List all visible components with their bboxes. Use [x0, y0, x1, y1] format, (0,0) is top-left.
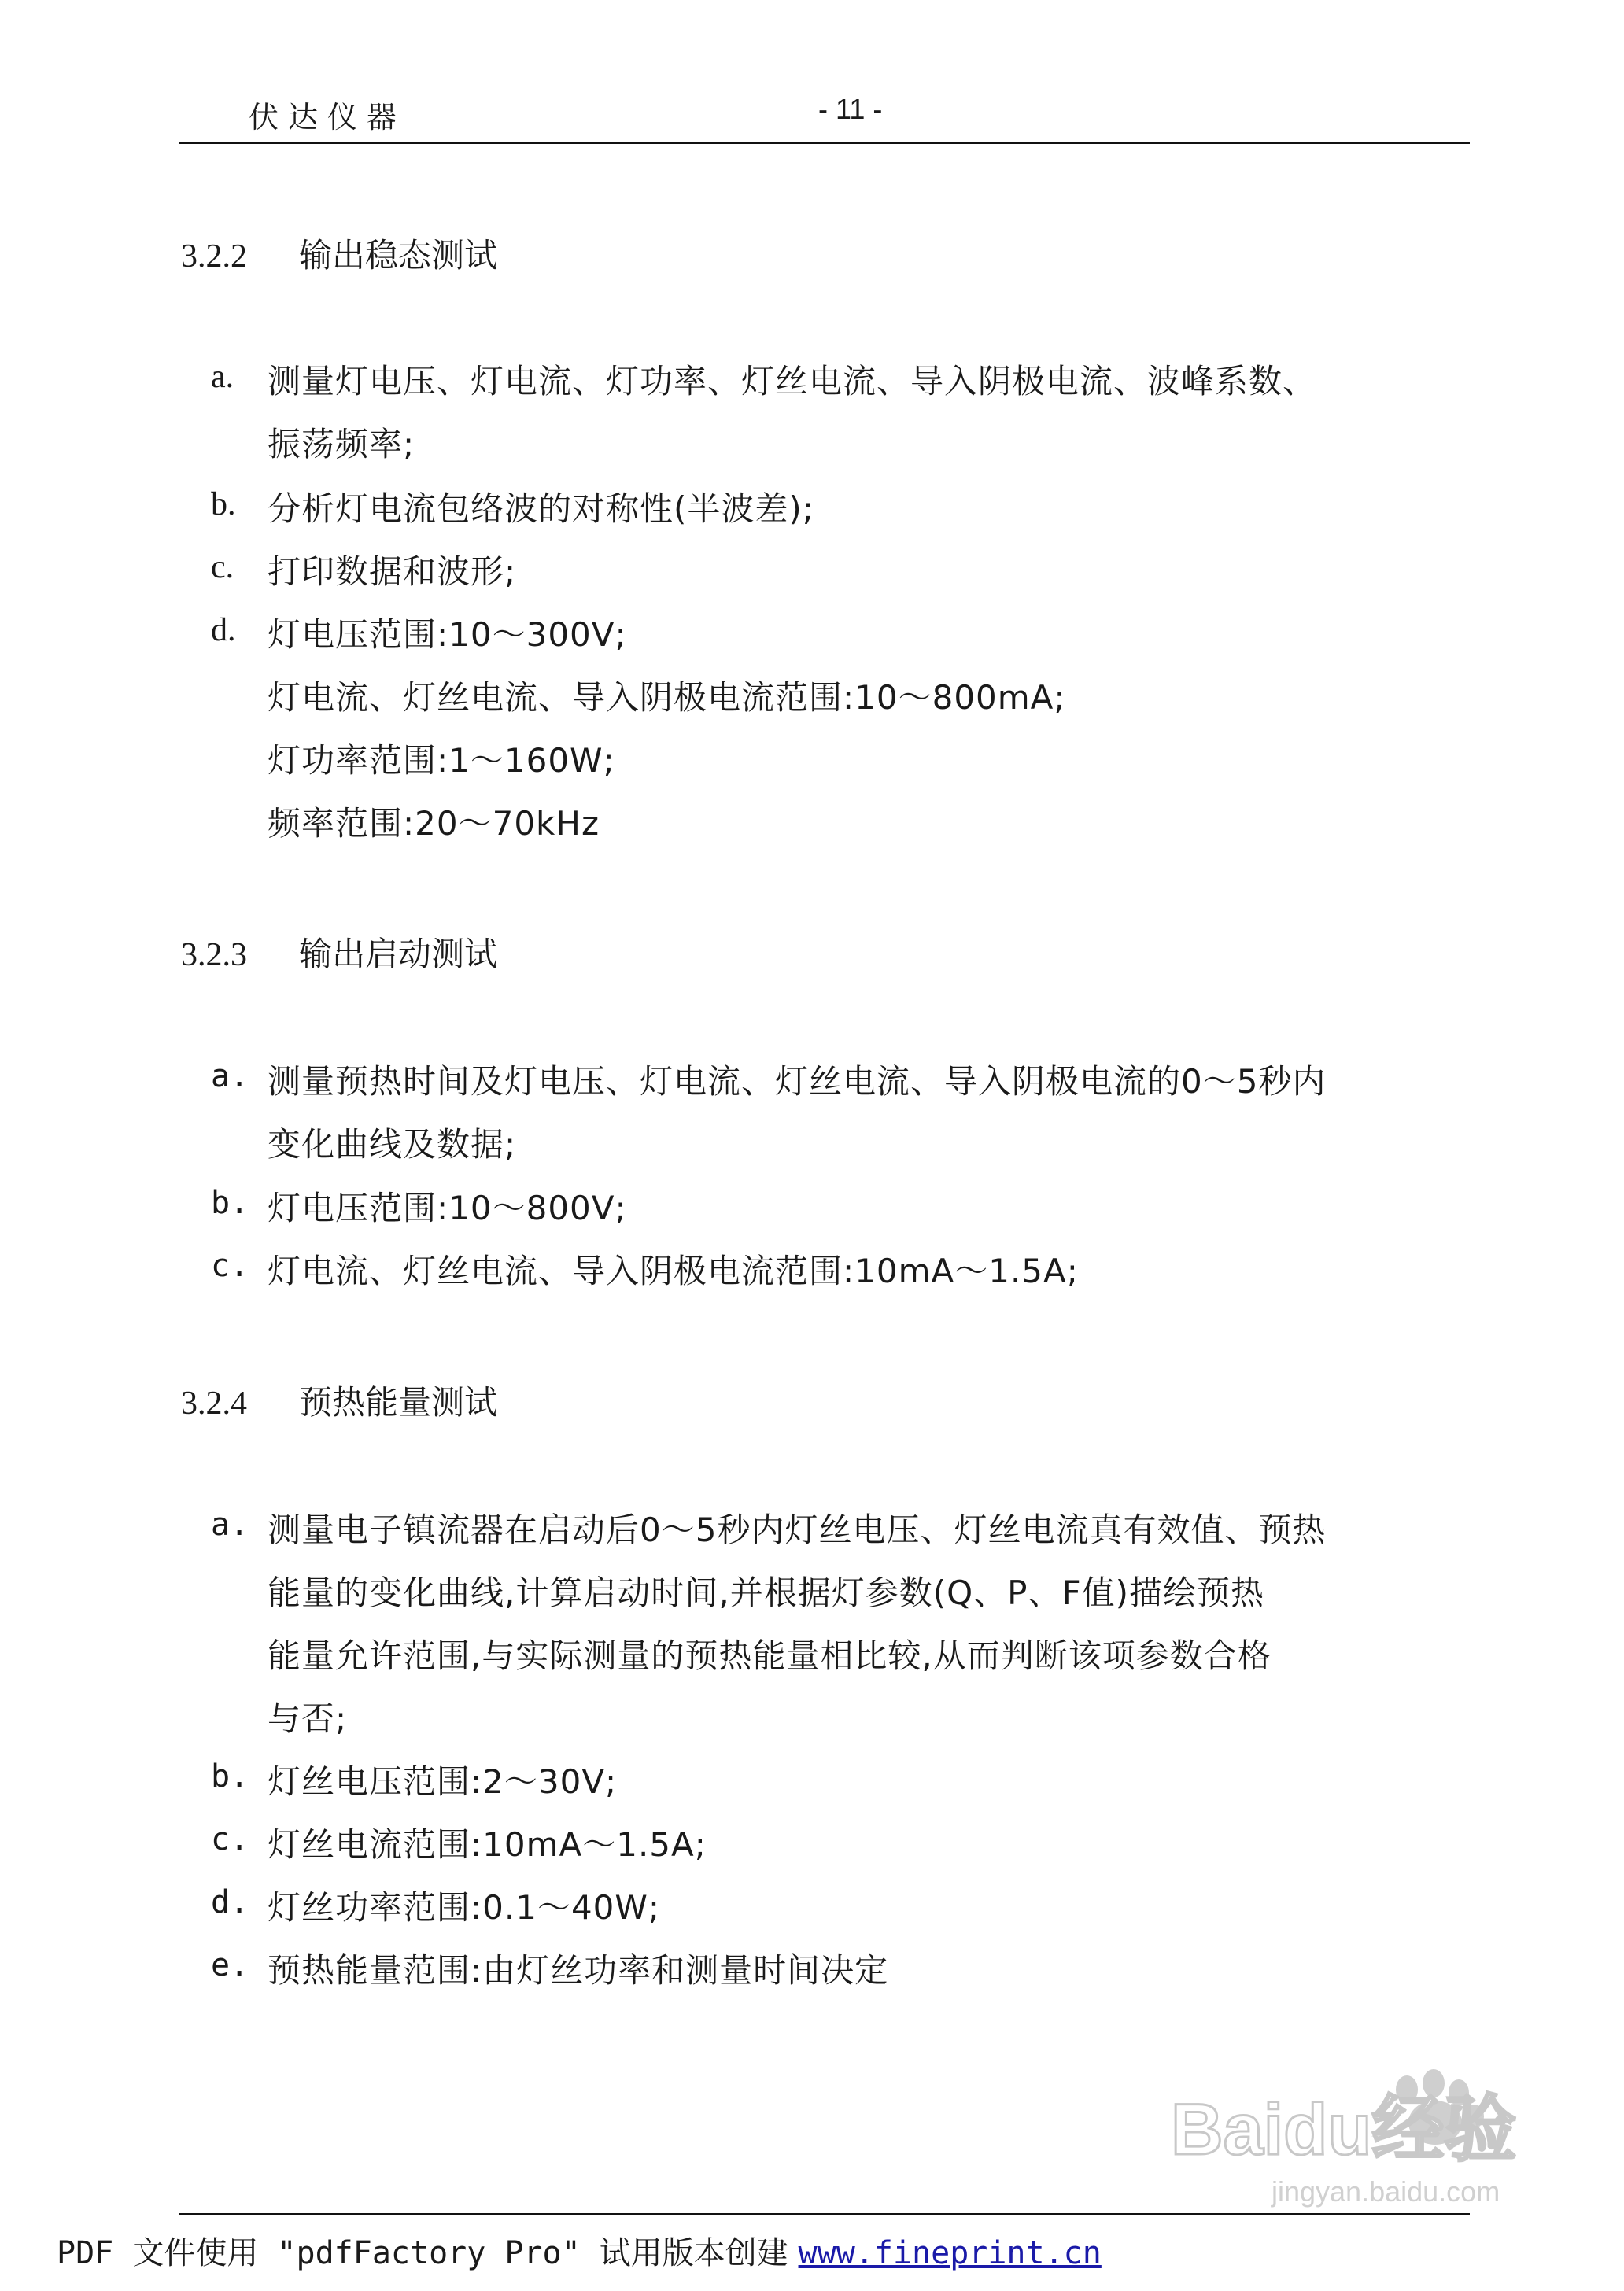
item-marker: a. — [211, 1058, 249, 1094]
item-line: 与否; — [268, 1699, 348, 1738]
item-line: 灯功率范围:1～160W; — [268, 741, 615, 780]
item-line: 分析灯电流包络波的对称性(半波差); — [268, 489, 814, 528]
item-marker: c. — [211, 1821, 249, 1858]
item-line: 振荡频率; — [268, 425, 415, 463]
section-number: 3.2.4 — [181, 1385, 247, 1422]
item-marker: a. — [211, 1507, 249, 1543]
section-heading — [181, 1377, 497, 1424]
item-line: 能量的变化曲线,计算启动时间,并根据灯参数(Q、P、F值)描绘预热 — [268, 1573, 1265, 1612]
footer-link[interactable]: www.fineprint.cn — [798, 2235, 1102, 2271]
item-marker: a. — [211, 359, 234, 395]
watermark-brand: Baidu经验 — [1171, 2090, 1517, 2170]
section-title: 输出稳态测试 — [299, 236, 498, 275]
section-number: 3.2.3 — [181, 937, 247, 973]
item-marker: d. — [211, 1884, 249, 1920]
baidu-watermark-logo — [1171, 2066, 1548, 2208]
item-line: 灯电流、灯丝电流、导入阴极电流范围:10mA～1.5A; — [268, 1252, 1079, 1290]
item-line: 频率范围:20～70kHz — [268, 804, 600, 843]
item-line: 灯丝功率范围:0.1～40W; — [268, 1888, 661, 1927]
page-number: - 11 - — [818, 93, 883, 125]
footer-text: PDF 文件使用 "pdfFactory Pro" 试用版本创建 — [57, 2235, 788, 2271]
item-line: 灯丝电压范围:2～30V; — [268, 1762, 618, 1801]
item-marker: b. — [211, 486, 236, 522]
item-marker: b. — [211, 1758, 249, 1795]
item-line: 测量电子镇流器在启动后0～5秒内灯丝电压、灯丝电流真有效值、预热 — [268, 1511, 1327, 1549]
section-number: 3.2.2 — [181, 238, 247, 275]
item-marker: d. — [211, 612, 236, 648]
item-line: 测量预热时间及灯电压、灯电流、灯丝电流、导入阴极电流的0～5秒内 — [268, 1062, 1327, 1101]
item-line: 预热能量范围:由灯丝功率和测量时间决定 — [268, 1951, 889, 1990]
item-line: 打印数据和波形; — [268, 552, 517, 591]
item-line: 灯电流、灯丝电流、导入阴极电流范围:10～800mA; — [268, 678, 1066, 717]
footer-divider — [179, 2213, 1470, 2215]
item-marker: b. — [211, 1185, 249, 1221]
footer-notice — [57, 2228, 1102, 2273]
header-company: 伏达仪器 — [249, 100, 407, 135]
item-marker: e. — [211, 1947, 249, 1983]
section-heading — [181, 928, 497, 976]
item-line: 灯电压范围:10～300V; — [268, 615, 627, 654]
section-title: 输出启动测试 — [299, 935, 498, 973]
watermark-url: jingyan.baidu.com — [1272, 2175, 1500, 2208]
item-line: 灯电压范围:10～800V; — [268, 1189, 627, 1227]
header-divider — [179, 142, 1470, 144]
item-marker: c. — [211, 1248, 249, 1284]
item-marker: c. — [211, 549, 234, 585]
section-title: 预热能量测试 — [299, 1383, 498, 1422]
item-line: 测量灯电压、灯电流、灯功率、灯丝电流、导入阴极电流、波峰系数、 — [268, 362, 1317, 400]
item-line: 灯丝电流范围:10mA～1.5A; — [268, 1825, 707, 1864]
item-line: 变化曲线及数据; — [268, 1125, 517, 1164]
item-line: 能量允许范围,与实际测量的预热能量相比较,从而判断该项参数合格 — [268, 1636, 1272, 1675]
section-heading — [181, 230, 497, 277]
